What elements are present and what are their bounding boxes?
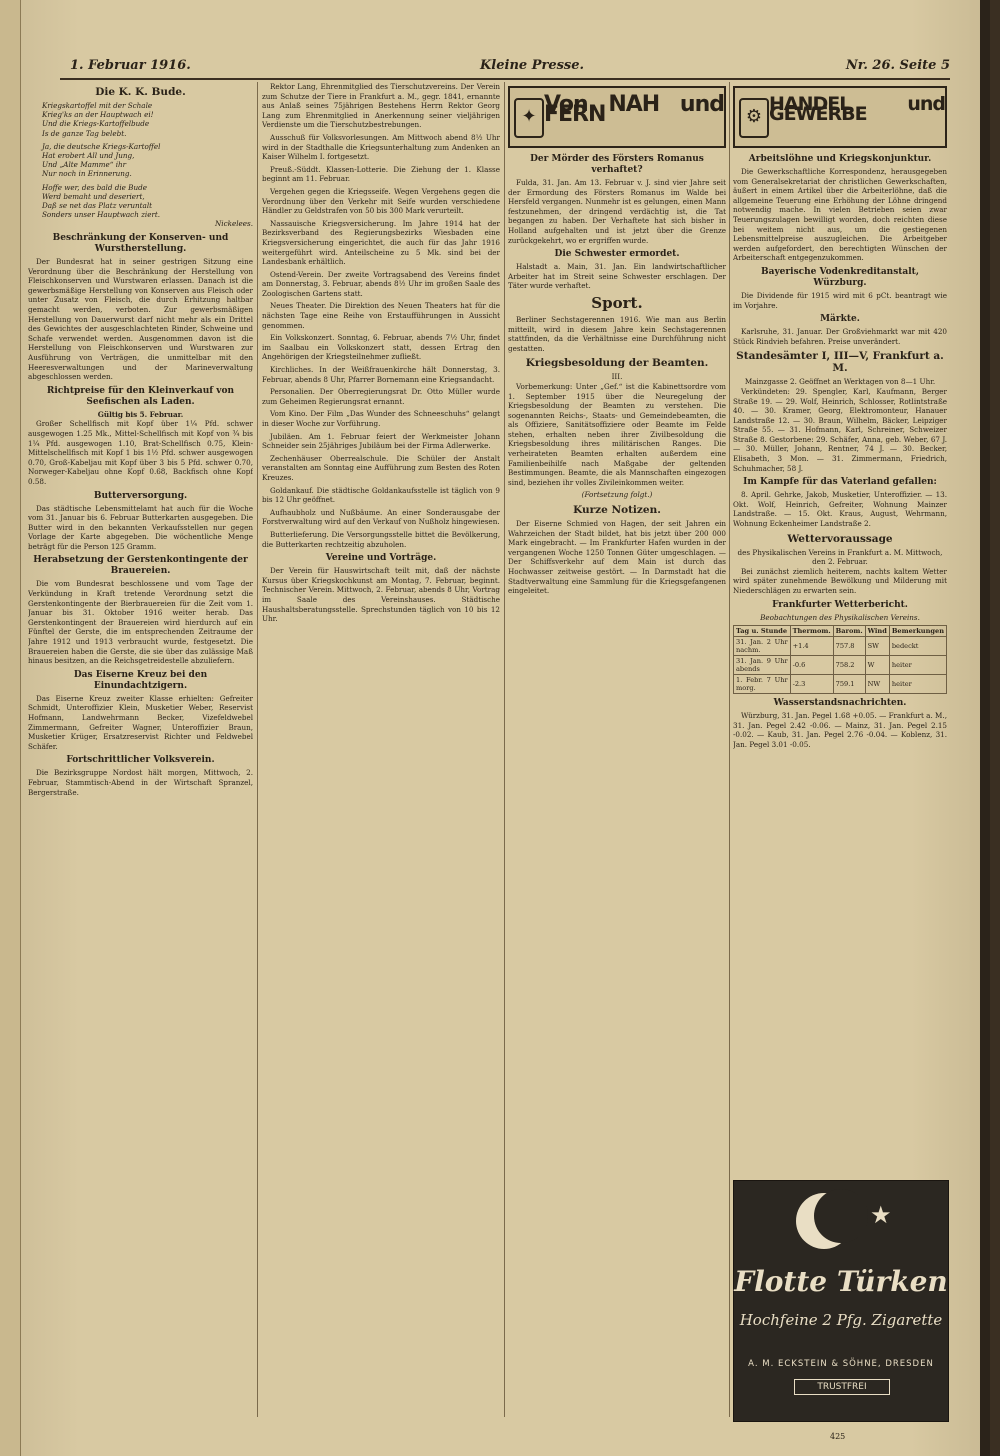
footer-number: 425 [830, 1432, 846, 1441]
table-cell: +1.4 [790, 637, 833, 656]
article-subtitle: des Physikalischen Vereins in Frankfurt a. M. Mittwoch, den 2. Februar. [737, 547, 943, 567]
article-text: Die Bezirksgruppe Nordost hält morgen, Mittwoch, 2. Februar, Stammtisch-Abend in der Wirtschaft Spranzel, Bergerstraße. [28, 768, 253, 797]
poem-stanza: Kriegskartoffel mit der Schale Krieg'ks an der Hauptwach ei! Und die Kriegs-Kartoffelbude Is de ganze Tag belebt. [42, 101, 154, 138]
table-row [734, 675, 947, 694]
banner-title: HANDEL und GEWERBE [769, 93, 945, 125]
article-subtitle: Gültig bis 5. Februar. [97, 409, 184, 419]
article-title-wettervoraussage: Wettervoraussage [787, 532, 893, 545]
table-cell: SW [865, 637, 889, 656]
article-title-standesaemter: Standesämter I, III—V, Frankfurt a. M. [736, 350, 944, 375]
article-title-richtpreise: Richtpreise für den Kleinverkauf von Seefischen als Laden. [46, 385, 235, 407]
table-cell: 1. Febr. 7 Uhr morg. [734, 675, 791, 694]
news-item: Ostend-Verein. Der zweite Vortragsabend des Vereins findet am Donnerstag, 3. Februar, abends 8½ Uhr im großen Saale des Zoologischen Gartens statt. [262, 269, 500, 298]
weather-table-header [734, 626, 947, 637]
news-item: Ein Volkskonzert. Sonntag, 6. Februar, abends 7½ Uhr, findet im Saalbau ein Volkskonzert statt, dessen Ertrag den Angehörigen der Kriegsteilnehmer zufließt. [262, 333, 500, 362]
article-title-vereine: Vereine und Vorträge. [325, 553, 437, 564]
page-header [60, 58, 950, 80]
article-title-arbeitsloehne: Arbeitslöhne und Kriegskonjunktur. [748, 154, 932, 164]
poem-stanza: Hoffe wer, des bald die Bude Werd bemaht und deseriert, Daß se net das Platz veruntalt Sonders unser Hauptwach ziert. [42, 182, 161, 220]
news-item: Jubiläen. Am 1. Februar feiert der Werkmeister Johann Schneider sein 25jähriges Jubiläum bei der Firma Adlerwerke. [262, 431, 500, 451]
article-text: Die Gewerkschaftliche Korrespondenz, herausgegeben vom Generalsekretariat der christlichen Gewerkschaften, äußert in einem Artikel über die Arbeiterlöhne, daß die allgemeine Teuerung eine Erhöhung der Löhne dringend notwendig mache. In vielen Betrieben seien zwar Teuerungszulagen bewilligt worden, doch reichten diese bei weitem nicht aus, um die gestiegenen Lebensmittelpreise auszugleichen. Die Arbeitgeber werden aufgefordert, den berechtigten Wünschen der Arbeiterschaft entgegenzukommen. [733, 167, 947, 263]
article-part: III. [611, 372, 623, 382]
column-rule [504, 82, 505, 1417]
table-cell: 758.2 [833, 656, 865, 675]
news-item: Aufhaubholz und Nußbäume. An einer Sonderausgabe der Forstverwaltung wird auf den Verkauf von Nußholz hingewiesen. [262, 507, 500, 527]
table-cell: heiter [889, 675, 946, 694]
table-row [734, 656, 947, 675]
article-text: Das Eiserne Kreuz zweiter Klasse erhielten: Gefreiter Schmidt, Unteroffizier Klein, Musketier Weber, Reservist Hofmann, Landwehrmann Becker, Vizefeldwebel Zimmermann, Gefreiter Wagner, Unteroffizier Braun, Musketier Krüger, Ersatzreservist Richter und Feldwebel Schäfer. [28, 693, 253, 751]
news-item: Rektor Lang, Ehrenmitglied des Tierschutzvereins. Der Verein zum Schutze der Tiere in Frankfurt a. M., gegr. 1841, ernannte aus Anlaß seines 75jährigen Bestehens Herrn Rektor Georg Lang zum Ehrenmitglied in Anerkennung seiner vieljährigen Verdienste um die Tierschutzbestrebungen. [262, 82, 500, 130]
news-item: Butterlieferung. Die Versorgungsstelle bittet die Bevölkerung, die Butterkarten rechtzeitig abzuholen. [262, 529, 500, 549]
previous-page-edge [0, 0, 21, 1456]
news-item: Goldankauf. Die städtische Goldankaufsstelle ist täglich von 9 bis 12 Uhr geöffnet. [262, 485, 500, 505]
article-title-kriegsbesoldung: Kriegsbesoldung der Beamten. [525, 357, 709, 370]
article-text: Karlsruhe, 31. Januar. Der Großviehmarkt war mit 420 Stück Rindvieh befahren. Preise unverändert. [733, 327, 947, 346]
table-cell: 31. Jan. 2 Uhr nachm. [734, 637, 791, 656]
table-cell: W [865, 656, 889, 675]
article-text: Das städtische Lebensmittelamt hat auch für die Woche vom 31. Januar bis 6. Februar Butterkarten ausgegeben. Die Butter wird in den bekannten Verkaufsstellen nur gegen Vorlage der Karte abgegeben. Die wöchentliche Menge beträgt für die Person 125 Gramm. [28, 503, 253, 551]
column-4 [733, 82, 947, 1177]
continuation-note: (Fortsetzung folgt.) [581, 490, 653, 500]
article-title-kurze-notizen: Kurze Notizen. [573, 504, 661, 517]
header-date: 1. Februar 1916. [70, 58, 191, 73]
article-title-wetterbericht: Frankfurter Wetterbericht. [772, 599, 908, 610]
article-title-gefallen: Im Kampfe für das Vaterland gefallen: [743, 477, 937, 488]
weather-table-header-cell: Bemerkungen [889, 626, 946, 637]
table-cell: heiter [889, 656, 946, 675]
column-3 [508, 82, 726, 1417]
table-cell: NW [865, 675, 889, 694]
article-title-wasserstand: Wasserstandsnachrichten. [773, 698, 907, 709]
weather-table-header-cell: Wind [865, 626, 889, 637]
article-title-bayer: Bayerische Vodenkreditanstalt, Würzburg. [761, 266, 919, 288]
news-item: Zechenhäuser Oberrealschule. Die Schüler der Anstalt veranstalten am Sonntag eine Aufführung zum Besten des Roten Kreuzes. [262, 453, 500, 482]
article-title-bude: Die K. K. Bude. [95, 86, 186, 98]
article-text: Bei zunächst ziemlich heiterem, nachts kaltem Wetter wird später zunehmende Bewölkung und Milderung mit Niederschlägen zu erwarten sein. [733, 566, 947, 595]
table-cell: 759.1 [833, 675, 865, 694]
news-item: Preuß.-Süddt. Klassen-Lotterie. Die Ziehung der 1. Klasse beginnt am 11. Februar. [262, 164, 500, 184]
column-rule [729, 82, 730, 1417]
table-cell: -2.3 [790, 675, 833, 694]
poem-stanza: Ja, die deutsche Kriegs-Kartoffel Hat erobert All und Jung, Und „Alte Mamme“ ihr Nur noch in Erinnerung. [42, 141, 161, 179]
table-cell: bedeckt [889, 637, 946, 656]
article-text: Der Bundesrat hat in seiner gestrigen Sitzung eine Verordnung über die Beschränkung der Herstellung von Fleischkonserven und Wurstwaren erlassen. Danach ist die gewerbsmäßige Herstellung von Konserven aus Fleisch oder unter Zusatz von Fleisch, die durch Erhitzung haltbar gemacht werden, verboten. Zur gewerbsmäßigen Herstellung von Dauerwurst darf nicht mehr als ein Drittel des Gewichtes der ausgeschlachteten Rinder, Schweine und Schafe verwendet werden. Ausgenommen davon ist die Herstellung von Fleischkonserven und Wurstwaren zur Ausführung von Verträgen, die unmittelbar mit den Heeresverwaltungen und der Marineverwaltung abgeschlossen werden. [28, 257, 253, 382]
news-item: Kirchliches. In der Weißfrauenkirche hält Donnerstag, 3. Februar, abends 8 Uhr, Pfarrer Bornemann eine Kriegsandacht. [262, 365, 500, 384]
article-title-fortschritt: Fortschrittlicher Volksverein. [66, 755, 215, 766]
news-item: Ausschuß für Volksvorlesungen. Am Mittwoch abend 8½ Uhr wird in der Stadthalle die Kriegsunterhaltung zum Andenken an Kaiser Wilhelm I. fortgesetzt. [262, 132, 500, 162]
article-title-maerkte: Märkte. [820, 314, 860, 325]
header-paper-name: Kleine Presse. [480, 58, 585, 73]
article-title-eisern: Das Eiserne Kreuz bei den Einundachtzigern. [73, 669, 208, 691]
article-text: Die vom Bundesrat beschlossene und vom Tage der Verkündung in Kraft tretende Verordnung setzt die Gerstenkontingente der Bierbrauereien für die Zeit vom 1. Januar bis 31. Oktober 1916 weiter herab. Das Gerstenkontingent der Brauereien wird hierdurch auf ein Fünftel der Gerste, die im entsprechenden Zeitraume der Jahre 1912 und 1913 verbraucht wurde, festgesetzt. Die Brauereien haben die Gerste, die sie über das zulässige Maß hinaus besitzen, an die Reichsgetreidestelle abzuliefern. [28, 579, 253, 666]
article-text: Der Eiserne Schmied von Hagen, der seit Jahren ein Wahrzeichen der Stadt bildet, hat bis jetzt über 200 000 Mark eingebracht. — Im Frankfurter Hafen wurden in der vergangenen Woche 1250 Tonnen Güter umgeschlagen. — Der Schiffsverkehr auf dem Main ist durch das Hochwasser zeitweise gestört. — In Darmstadt hat die Stadtverwaltung eine Sammlung für die Kriegsgefangenen eingeleitet. [508, 519, 726, 596]
table-row [734, 637, 947, 656]
ad-maker: A. M. ECKSTEIN & SÖHNE, DRESDEN [748, 1359, 934, 1369]
article-text: Fulda, 31. Jan. Am 13. Februar v. J. sind vier Jahre seit der Ermordung des Försters Romanus im Walde bei Hersfeld vergangen. Nunmehr ist es gelungen, einen Mann festzunehmen, der dringend verdächtig ist, die Tat begangen zu haben. Der Verhaftete hat sich bisher in Holland aufgehalten und ist jetzt über die Grenze zurückgekehrt, wo er ergriffen wurde. [508, 178, 726, 245]
article-text: Halstadt a. Main, 31. Jan. Ein landwirtschaftlicher Arbeiter hat im Streit seine Schwester erschlagen. Der Täter wurde verhaftet. [508, 262, 726, 291]
advertisement-flotte-tuerken [733, 1180, 949, 1422]
column-2 [262, 82, 500, 1417]
news-item: Vom Kino. Der Film „Das Wunder des Schneeschuhs“ gelangt in dieser Woche zur Vorführung. [262, 409, 500, 428]
ad-brand: Flotte Türken [734, 1265, 948, 1298]
weather-table-header-cell: Barom. [833, 626, 865, 637]
section-title-sport: Sport. [591, 293, 643, 312]
poem-author: Nickelees. [214, 219, 253, 229]
weather-table-body [734, 637, 947, 694]
article-text: Großer Schellfisch mit Kopf über 1¼ Pfd. schwer ausgewogen 1.25 Mk., Mittel-Schellfisch mit Kopf von ¾ bis 1¼ Pfd. ausgewogen 1.10, Brat-Schellfisch 0.75, Klein-Mittelschellfisch mit Kopf 1 bis 1½ Pfd. schwer ausgewogen 0.70, Groß-Kabeljau mit Kopf über 3 bis 5 Pfd. schwer 0.70, Norweger-Kabeljau ohne Kopf 0.68, Backfisch ohne Kopf 0.58. [28, 419, 253, 486]
section-banner-nah-fern [508, 86, 726, 148]
article-text: Berliner Sechstagerennen 1916. Wie man aus Berlin mitteilt, wird in diesem Jahre kein Sechstagerennen stattfinden, da die Verhältnisse eine Durchführung nicht gestatten. [508, 314, 726, 353]
table-cell: -0.6 [790, 656, 833, 675]
star-icon: ★ [870, 1201, 892, 1229]
news-item: Der Verein für Hauswirtschaft teilt mit, daß der nächste Kursus über Kriegskochkunst am Montag, 7. Februar, beginnt. Technischer Verein. Mittwoch, 2. Februar, abends 8 Uhr, Vortrag im Saale des Vereinshauses. Städtische Haushaltsberatungsstelle. Sprechstunden täglich von 10 bis 12 Uhr. [262, 566, 500, 624]
news-item: Vergehen gegen die Kriegsseife. Wegen Vergehens gegen die Verordnung über den Verkehr mit Seife wurden verschiedene Händler zu Geldstrafen von 50 bis 300 Mark verurteilt. [262, 186, 500, 216]
wheel-icon: ⚙ [739, 98, 769, 138]
column-1 [28, 82, 253, 1417]
ad-tagline: Hochfeine 2 Pfg. Zigarette [739, 1311, 943, 1329]
column-rule [257, 82, 258, 1417]
weather-table-header-cell: Tag u. Stunde [734, 626, 791, 637]
article-title-konserven: Beschränkung der Konserven- und Wurstherstellung. [52, 233, 229, 255]
news-item: Personalien. Der Oberregierungsrat Dr. Otto Müller wurde zum Geheimen Regierungsrat ernannt. [262, 387, 500, 406]
article-title-moerder: Der Mörder des Försters Romanus verhaftet? [530, 154, 704, 175]
weather-table-header-cell: Thermom. [790, 626, 833, 637]
banner-title: Von NAH und FERN [544, 92, 724, 127]
article-text: Verkündeten: 29. Spengler, Karl, Kaufmann, Berger Straße 19. — 29. Wolf, Heinrich, Schlosser, Rotlintstraße 40. — 30. Kramer, Georg, Elektromonteur, Hanauer Landstraße 12. — 30. Braun, Wilhelm, Bäcker, Leipziger Straße 55. — 31. Hofmann, Karl, Schreiner, Schweizer Straße 8. Gestorbene: 29. Schäfer, Anna, geb. Weber, 67 J. — 30. Müller, Johann, Rentner, 74 J. — 30. Becker, Elisabeth, 3 Mon. — 31. Zimmermann, Friedrich, Schuhmacher, 58 J. [733, 386, 947, 473]
article-text: Vorbemerkung: Unter „Gef.“ ist die Kabinettsordre vom 1. September 1915 über die Neuregelung der Kriegsbesoldung der Beamten zu verstehen. Die sogenannten Reichs-, Staats- und Gemeindebeamten, die als Offiziere, Sanitätsoffiziere oder Beamte im Felde stehen, erhalten neben ihrer Zivilbesoldung die Kriegsbesoldung ihres militärischen Ranges. Die verheirateten Beamten erhalten außerdem eine Familienbeihilfe nach Maßgabe der geltenden Bestimmungen. Beamte, die als Mannschaften eingezogen sind, beziehen ihr volles Zivileinkommen weiter. [508, 381, 726, 487]
article-subtitle: Mainzgasse 2. Geöffnet an Werktagen von 8—1 Uhr. [744, 377, 936, 387]
ad-trust-label: TRUSTFREI [794, 1379, 890, 1395]
article-title-schwester: Die Schwester ermordet. [554, 249, 680, 260]
article-title-gersten: Herabsetzung der Gerstenkontingente der Brauereien. [33, 555, 248, 577]
table-cell: 757.8 [833, 637, 865, 656]
article-text: Die Dividende für 1915 wird mit 6 pCt. beantragt wie im Vorjahre. [733, 290, 947, 310]
article-subtitle: Beobachtungen des Physikalischen Vereins. [760, 612, 920, 622]
binding-edge [980, 0, 990, 1456]
news-item: Nassauische Kriegsversicherung. Im Jahre 1914 hat der Bezirksverband des Regierungsbezirks Wiesbaden eine Kriegsversicherung eingerichtet, die auch für das Jahr 1916 weitergeführt wird. Anteilscheine zu 5 Mk. sind bei der Landesbank erhältlich. [262, 218, 500, 267]
article-title-butter: Butterversorgung. [93, 490, 188, 501]
article-text: 8. April. Gehrke, Jakob, Musketier, Unteroffizier. — 13. Okt. Wolf, Heinrich, Gefreiter, Wohnung Mainzer Landstraße. — 15. Okt. Kraus, August, Wehrmann, Wohnung Eckenheimer Landstraße 2. [733, 490, 947, 529]
weather-table [733, 625, 947, 694]
figure-icon: ✦ [514, 98, 544, 138]
table-cell: 31. Jan. 9 Uhr abends [734, 656, 791, 675]
header-page-number: Nr. 26. Seite 5 [845, 58, 950, 73]
news-item: Neues Theater. Die Direktion des Neuen Theaters hat für die nächsten Tage eine Reihe von Erstaufführungen in Aussicht genommen. [262, 301, 500, 330]
article-text: Würzburg, 31. Jan. Pegel 1.68 +0.05. — Frankfurt a. M., 31. Jan. Pegel 2.42 -0.06. — Mainz, 31. Jan. Pegel 2.15 -0.02. — Kaub, 31. Jan. Pegel 2.76 -0.04. — Koblenz, 31. Jan. Pegel 3.01 -0.05. [733, 711, 947, 749]
section-banner-handel [733, 86, 947, 148]
